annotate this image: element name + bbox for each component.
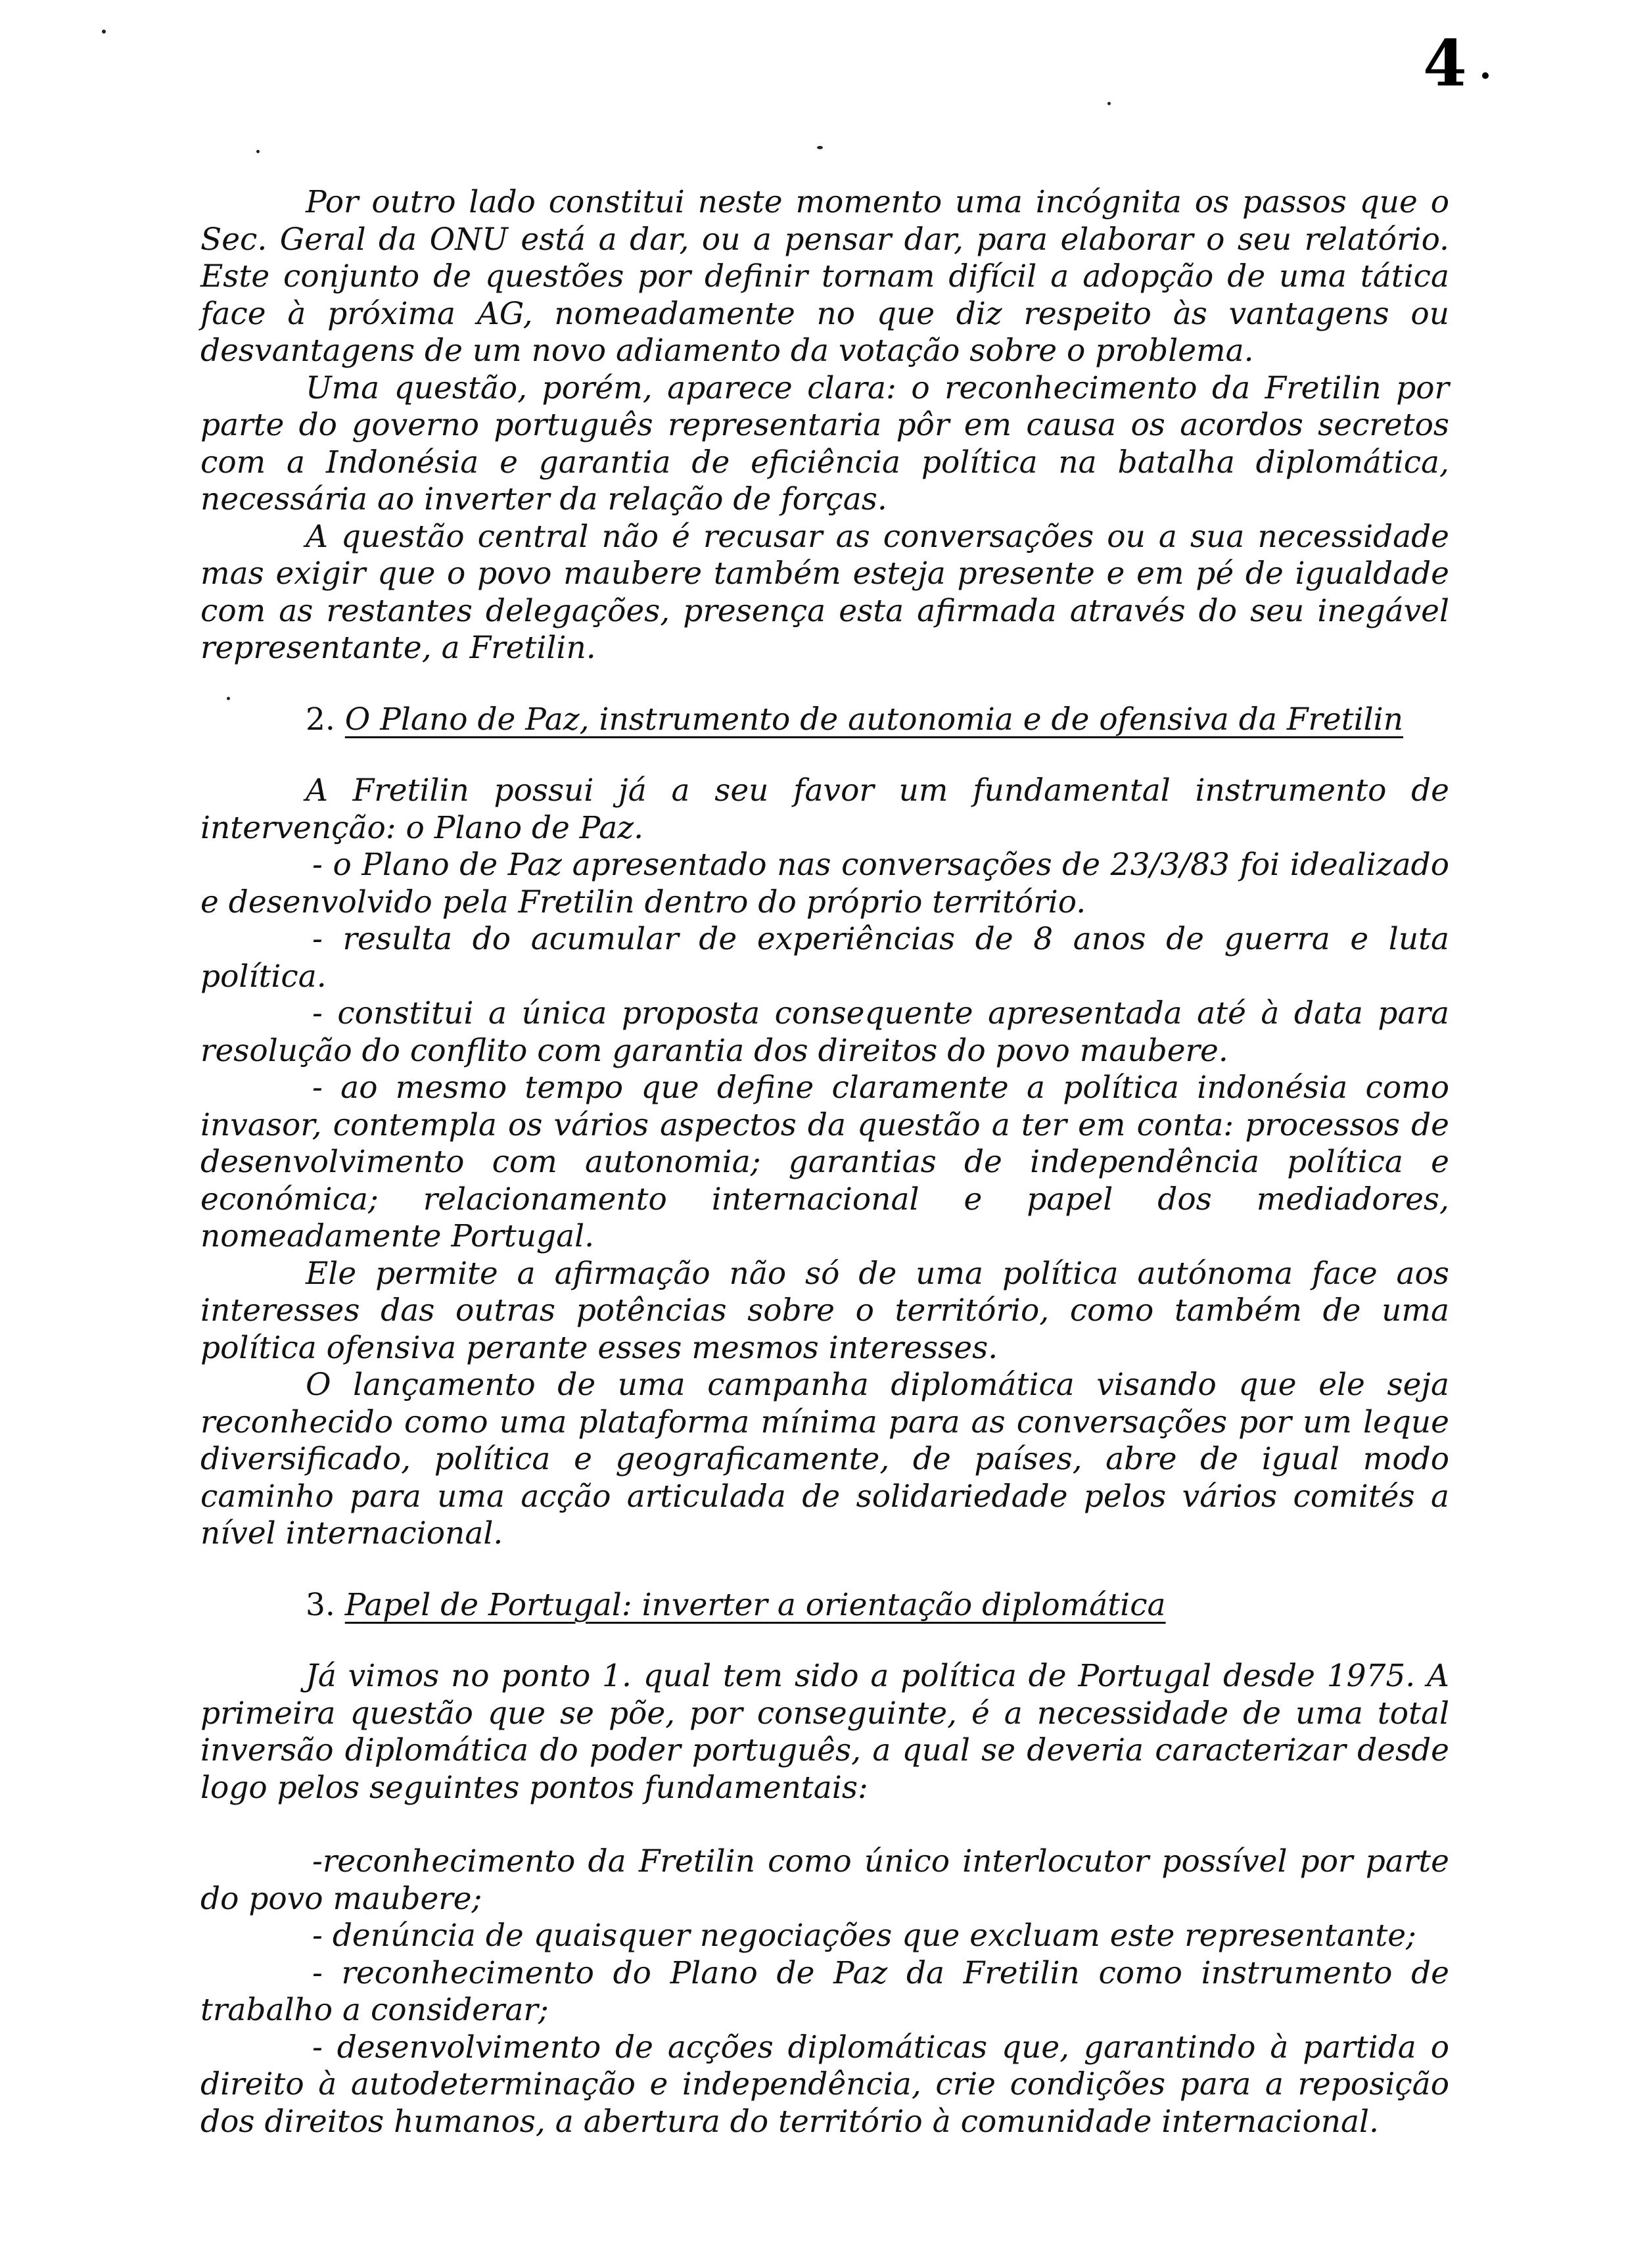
list-item: - constitui a única proposta consequente apresentada até à data para resolução do conflito com garantia dos direitos do povo maubere.: [200, 995, 1449, 1069]
section-2-bullet-list: [200, 847, 1449, 1256]
list-item: - desenvolvimento de acções diplomáticas que, garantindo à partida o direito à autodeterminação e independência, crie condições para a reposição dos direitos humanos, a abertura do território à comunidade internacional.: [200, 2029, 1449, 2140]
document-body: [200, 184, 1449, 2140]
list-item: - reconhecimento do Plano de Paz da Fretilin como instrumento de trabalho a considerar;: [200, 1954, 1449, 2028]
section-2-paragraph: Ele permite a afirmação não só de uma política autónoma face aos interesses das outras potências sobre o território, como também de uma política ofensiva perante esses mesmos interesses.: [200, 1255, 1449, 1366]
intro-paragraph: A questão central não é recusar as conversações ou a sua necessidade mas exigir que o povo maubere também esteja presente e em pé de igualdade com as restantes delegações, presença esta afirmada através do seu inegável representante, a Fretilin.: [200, 518, 1449, 666]
section-2-paragraph: O lançamento de uma campanha diplomática visando que ele seja reconhecido como uma plataforma mínima para as conversações por um leque diversificado, política e geograficamente, de países, abre de igual modo caminho para uma acção articulada de solidariedade pelos vários comités a nível internacional.: [200, 1367, 1449, 1551]
intro-paragraph: Uma questão, porém, aparece clara: o reconhecimento da Fretilin por parte do governo português representaria pôr em causa os acordos secretos com a Indonésia e garantia de eficiência política na batalha diplomática, necessária ao inverter da relação de forças.: [200, 369, 1449, 517]
list-item: - ao mesmo tempo que define claramente a política indonésia como invasor, contempla os vários aspectos da questão a ter em conta: processos de desenvolvimento com autonomia; garantias de independência política e económica; relacionamento internacional e papel dos mediadores, nomeadamente Portugal.: [200, 1070, 1449, 1254]
section-3-heading: [200, 1587, 1449, 1624]
section-3-bullet-list: [200, 1843, 1449, 2140]
page-number-mark: 4: [1423, 26, 1467, 101]
scan-speck: [102, 30, 106, 34]
section-3-title: Papel de Portugal: inverter a orientação diplomática: [344, 1586, 1166, 1623]
list-item: - o Plano de Paz apresentado nas conversações de 23/3/83 foi idealizado e desenvolvido pela Fretilin dentro do próprio território.: [200, 847, 1449, 920]
section-2-lead: A Fretilin possui já a seu favor um fundamental instrumento de intervenção: o Plano de Paz.: [200, 772, 1449, 846]
spacer: [200, 1807, 1449, 1843]
list-item: - denúncia de quaisquer negociações que excluam este representante;: [312, 1918, 1416, 1954]
scan-speck: [1107, 102, 1111, 105]
intro-paragraph: Por outro lado constitui neste momento uma incógnita os passos que o Sec. Geral da ONU está a dar, ou a pensar dar, para elaborar o seu relatório. Este conjunto de questões por definir tornam difícil a adopção de uma tática face à próxima AG, nomeadamente no que diz respeito às vantagens ou desvantagens de um novo adiamento da votação sobre o problema.: [200, 184, 1449, 369]
list-item: -reconhecimento da Fretilin como único interlocutor possível por parte do povo maubere;: [200, 1843, 1449, 1917]
page-mark-dot: [1482, 72, 1489, 79]
section-3-lead: Já vimos no ponto 1. qual tem sido a política de Portugal desde 1975. A primeira questão que se põe, por conseguinte, é a necessidade de uma total inversão diplomática do poder português, a qual se deveria caracterizar desde logo pelos seguintes pontos fundamentais:: [200, 1658, 1449, 1806]
scan-speck: [256, 150, 260, 153]
section-2-title: O Plano de Paz, instrumento de autonomia e de ofensiva da Fretilin: [344, 701, 1403, 738]
section-2-number: 2.: [306, 701, 335, 738]
scan-speck: [817, 146, 823, 149]
list-item: - resulta do acumular de experiências de 8 anos de guerra e luta política.: [200, 921, 1449, 995]
section-3-number: 3.: [306, 1586, 335, 1623]
section-2-heading: [200, 701, 1449, 739]
